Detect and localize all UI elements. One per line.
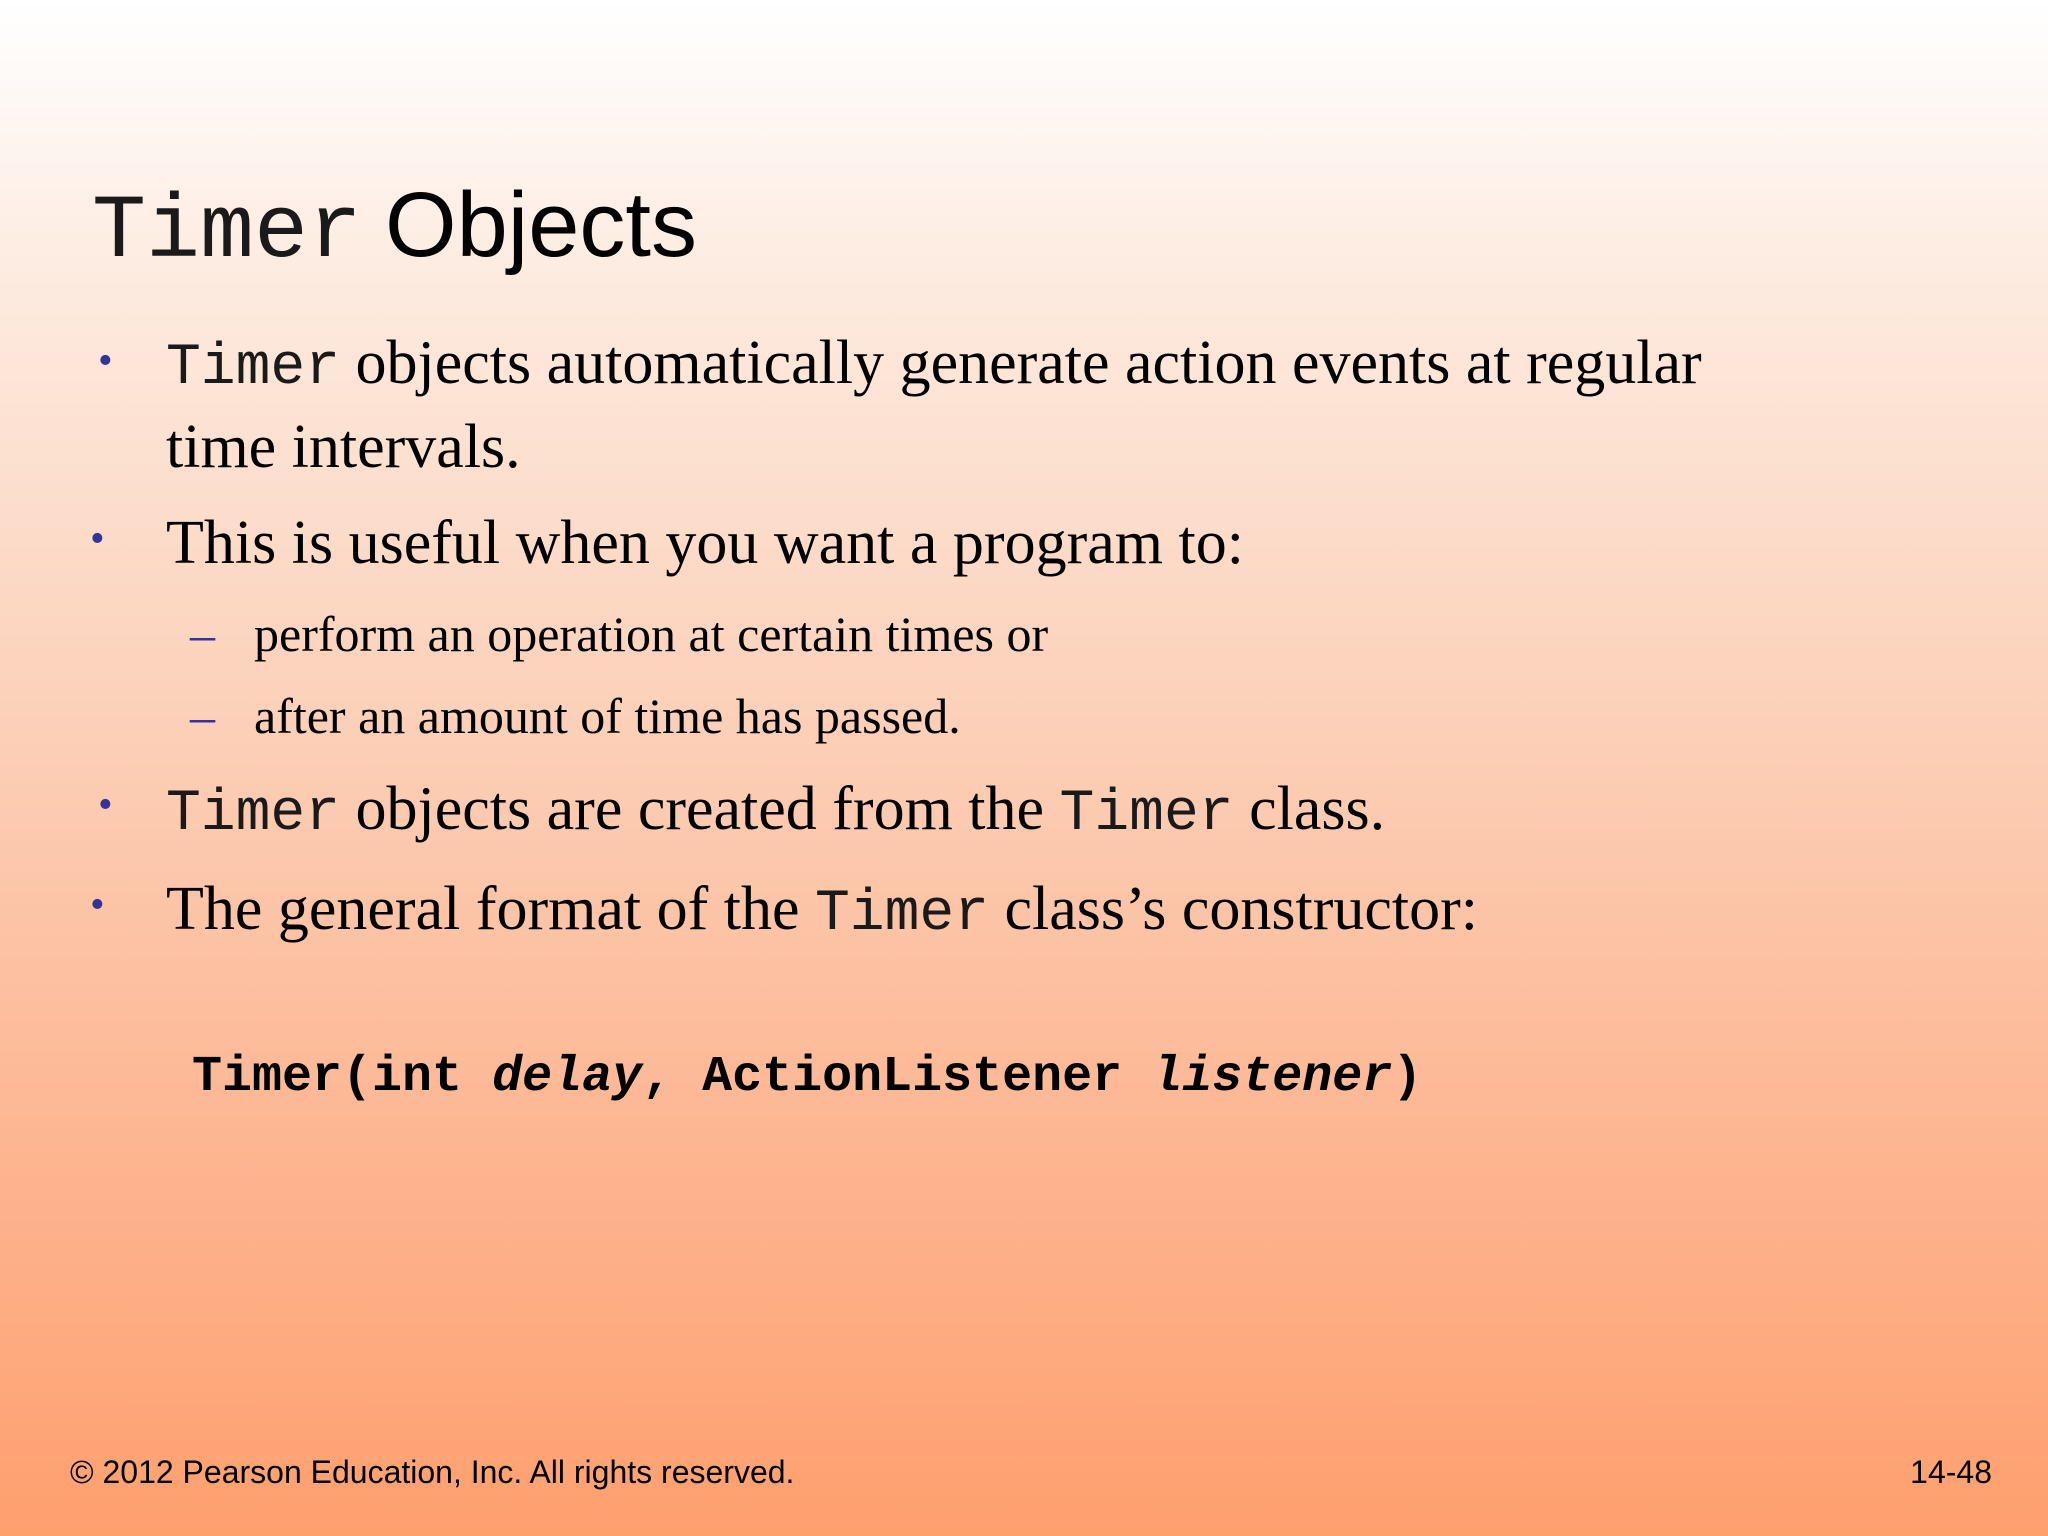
- bullet-3-text-b: class.: [1233, 775, 1386, 843]
- bullet-2-text: This is useful when you want a program to:: [166, 509, 1244, 577]
- code-part-5: ): [1392, 1049, 1423, 1106]
- bullet-4-text-b: class’s constructor:: [989, 875, 1479, 943]
- code-word-timer: Timer: [166, 782, 341, 847]
- bullet-4-text-a: The general format of the: [166, 875, 815, 943]
- code-word-timer: Timer: [814, 882, 990, 947]
- code-param-delay: delay: [492, 1049, 643, 1106]
- bullet-text-2: [166, 502, 1926, 584]
- bullet-3-text-a: objects are created from the: [340, 775, 1060, 843]
- dash-icon: –: [190, 606, 215, 662]
- bullet-text-4: [166, 868, 1926, 956]
- bullet-dot-icon: •: [98, 338, 113, 384]
- bullet-text-3: [166, 768, 1926, 856]
- code-part-3: , ActionListener: [642, 1049, 1153, 1106]
- sub-item-2-text: after an amount of time has passed.: [254, 688, 961, 744]
- code-part-1: Timer(int: [192, 1049, 493, 1106]
- code-param-listener: listener: [1152, 1049, 1393, 1106]
- sub-item-1: [190, 604, 1048, 664]
- bullet-text-1-continued: [166, 406, 1926, 488]
- title-code-word: Timer: [92, 182, 363, 284]
- sub-item-1-text: perform an operation at certain times or: [254, 606, 1049, 662]
- sub-item-2: [190, 686, 961, 746]
- code-word-timer: Timer: [166, 336, 341, 401]
- copyright-footer: © 2012 Pearson Education, Inc. All rights reserved.: [70, 1454, 795, 1490]
- bullet-text-1: [166, 322, 1926, 410]
- constructor-signature: [192, 1046, 1422, 1110]
- bullet-1-line-1: objects automatically generate action events at regular: [340, 329, 1702, 397]
- bullet-1-line-2: time intervals.: [166, 413, 521, 481]
- code-word-timer: Timer: [1059, 782, 1234, 847]
- title-text: Objects: [385, 174, 697, 276]
- bullet-dot-icon: •: [90, 882, 105, 928]
- bullet-dot-icon: •: [90, 516, 105, 562]
- slide-title: [92, 170, 697, 288]
- bullet-dot-icon: •: [98, 782, 113, 828]
- dash-icon: –: [190, 688, 215, 744]
- page-number: 14-48: [1910, 1454, 1992, 1490]
